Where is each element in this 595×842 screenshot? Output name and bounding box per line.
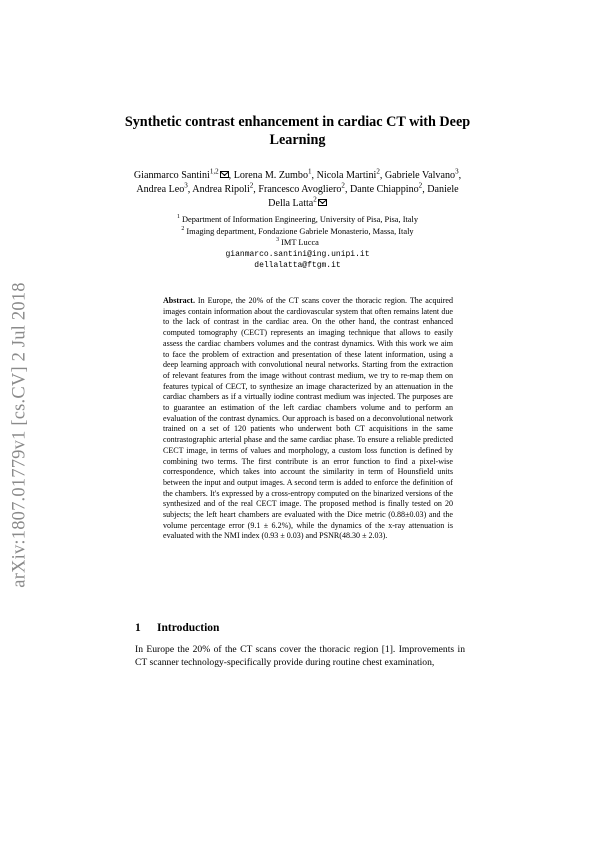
author-affiliation-mark: 3 <box>184 181 188 190</box>
abstract-label: Abstract. <box>163 296 195 305</box>
envelope-icon <box>220 171 229 178</box>
author-affiliation-mark: 2 <box>313 195 317 204</box>
author-affiliation-mark: 2 <box>341 181 345 190</box>
abstract-text: In Europe, the 20% of the CT scans cover the thoracic region. The acquired images contain information about the cardiovascular system that often remains latent due to the lack of contrast in the cardiac area. On the other hand, the contrast enhanced computed tomography (CECT) represents an imaging technique that allows to easily assess the cardiac chambers volumes and the contrast dynamics. With this work we aim to face the problem of extraction and presentation of these latent information, using a deep learning approach with convolutional neural networks. Starting from the extraction of relevant features from the image without contrast medium, we try to re-map them on features typical of CECT, to synthesize an image characterized by an attenuation in the cardiac chambers as if a virtually iodine contrast medium was injected. The purposes are to guarantee an estimation of the left cardiac chambers volume and to perform an evaluation of the contrast dynamics. Our approach is based on a deconvolutional network trained on a set of 120 patients who underwent both CT acquisitions in the same contrastographic arterial phase and the same cardiac phase. To ensure a reliable predicted CECT image, in terms of values and morphology, a custom loss function is defined by combining two terms. The first contribute is an error function to find a pixel-wise correspondence, which takes into account the similarity in term of Hounsfield units between the input and output images. A second term is added to enforce the definition of the chambers. It's expressed by a cross-entropy computed on the binarized versions of the synthesized and of the real CECT image. The proposed method is finally tested on 20 subjects; the left heart chambers are evaluated with the Dice metric (0.88±0.03) and the volume percentage error (9.1 ± 6.2%), while the dynamics of the x-ray attenuation is evaluated with the NMI index (0.93 ± 0.03) and PSNR(48.30 ± 2.03). <box>163 296 453 541</box>
author <box>133 167 234 181</box>
affiliation-text: Imaging department, Fondazione Gabriele Monasterio, Massa, Italy <box>186 226 414 236</box>
author-affiliation-mark: 1,2 <box>209 167 219 176</box>
paper-title: Synthetic contrast enhancement in cardiac CT with Deep Learning <box>124 114 471 148</box>
affiliation-number: 2 <box>181 225 185 232</box>
author <box>316 167 385 181</box>
email-2[interactable]: dellalatta@ftgm.it <box>254 261 341 270</box>
author-name: Gianmarco Santini <box>133 170 210 181</box>
section-heading <box>135 621 465 635</box>
author-separator: , <box>379 170 385 181</box>
arxiv-stamp <box>8 270 32 600</box>
affiliation <box>130 237 465 249</box>
author-separator: , <box>422 184 428 195</box>
affiliation-text: Department of Information Engineering, University of Pisa, Pisa, Italy <box>181 215 419 224</box>
author-affiliation-mark: 3 <box>455 167 459 176</box>
author-name: Lorena M. Zumbo <box>233 170 309 181</box>
author <box>384 167 462 181</box>
author-separator: , <box>228 170 234 181</box>
affiliation-number: 1 <box>176 214 180 221</box>
author-affiliation-mark: 2 <box>249 181 254 190</box>
section-body: In Europe the 20% of the CT scans cover the thoracic region [1]. Improvements in CT scanner technology-specifically provide during routine chest examination, <box>135 644 465 668</box>
author-name: Andrea Leo <box>136 184 185 195</box>
author <box>136 181 193 195</box>
affiliations <box>130 214 465 272</box>
author-name: Gabriele Valvano <box>384 170 456 181</box>
affiliation-number: 3 <box>276 237 280 244</box>
affiliation <box>130 226 465 238</box>
author-list <box>130 169 465 211</box>
author-separator: , <box>311 170 317 181</box>
arxiv-id: arXiv:1807.01779v1 [cs.CV] 2 Jul 2018 <box>9 282 30 588</box>
author-affiliation-mark: 1 <box>308 167 312 176</box>
email-1[interactable]: gianmarco.santini@ing.unipi.it <box>225 249 370 259</box>
affiliation-text: IMT Lucca <box>281 238 319 247</box>
author-name: Nicola Martini <box>316 170 377 181</box>
author <box>192 181 259 195</box>
author-name: Andrea Ripoli <box>192 184 250 195</box>
abstract <box>163 296 453 542</box>
author-name: Francesco Avogliero <box>258 184 342 195</box>
author <box>233 167 317 181</box>
author-separator: , <box>253 184 259 195</box>
envelope-icon <box>318 199 327 206</box>
author-name: Daniele Della Latta <box>268 184 459 209</box>
author-separator: , <box>458 170 462 181</box>
author <box>349 181 428 195</box>
section-title: Introduction <box>157 622 220 634</box>
author-separator: , <box>344 184 350 195</box>
affiliation <box>130 214 465 226</box>
author-affiliation-mark: 2 <box>418 181 423 190</box>
author-affiliation-mark: 2 <box>376 167 380 176</box>
author-name: Dante Chiappino <box>349 184 419 195</box>
author-separator: , <box>187 184 193 195</box>
author <box>258 181 350 195</box>
section-number: 1 <box>135 622 141 634</box>
